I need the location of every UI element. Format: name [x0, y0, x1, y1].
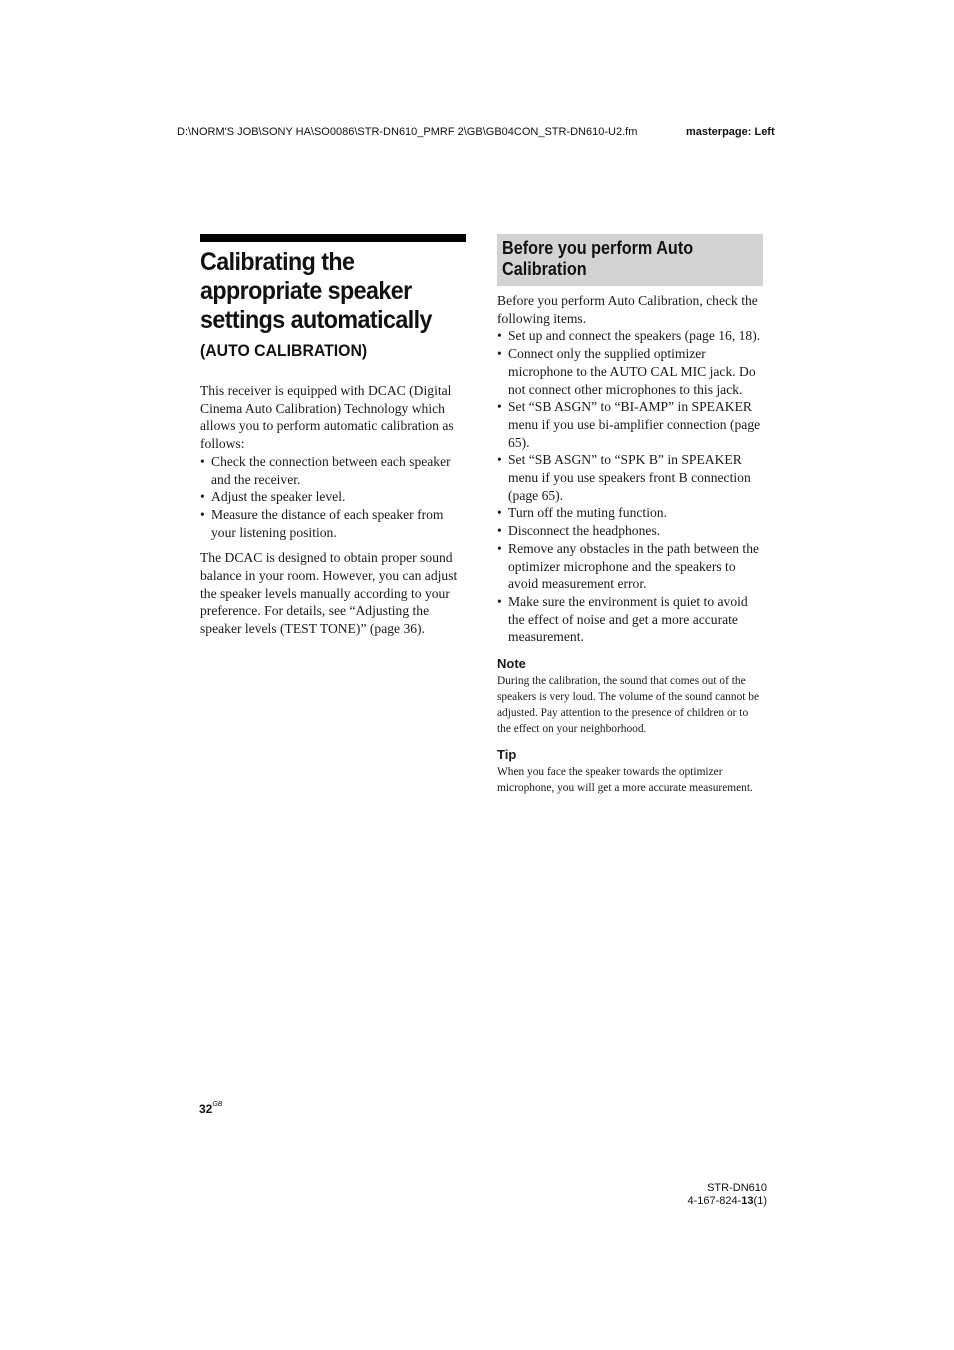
page-number-suffix: GB	[212, 1101, 223, 1108]
model-name: STR-DN610	[707, 1182, 767, 1194]
section-header	[497, 234, 763, 286]
right-column	[497, 234, 763, 796]
list-item: • Make sure the environment is quiet to avoid the effect of noise and get a more accurate measurement.	[497, 593, 763, 646]
title-rule	[200, 234, 466, 242]
intro-paragraph: This receiver is equipped with DCAC (Digital Cinema Auto Calibration) Technology which allows you to perform automatic calibration as follows:	[200, 383, 454, 452]
model-footer	[687, 1182, 767, 1208]
note-text: During the calibration, the sound that comes out of the speakers is very loud. The volume of the sound cannot be adjusted. Pay attention to the presence of children or to the effect on your neighborhood.	[497, 675, 760, 736]
dcac-paragraph: The DCAC is designed to obtain proper sound balance in your room. However, you can adjust the speaker levels manually according to your preference. For details, see “Adjusting the speaker levels (TEST TONE)” (page 36).	[200, 550, 458, 637]
tip-label: Tip	[497, 747, 517, 763]
page-number	[199, 1102, 222, 1116]
list-item: • Turn off the muting function.	[497, 504, 763, 522]
tip-text: When you face the speaker towards the optimizer microphone, you will get a more accurate measurement.	[497, 766, 753, 795]
list-item: • Set up and connect the speakers (page 16, 18).	[497, 327, 763, 345]
list-item: • Adjust the speaker level.	[200, 488, 466, 506]
feature-list	[200, 453, 466, 542]
file-path-header: D:\NORM'S JOB\SONY HA\SO0086\STR-DN610_PMRF 2\GB\GB04CON_STR-DN610-U2.fm	[177, 126, 638, 138]
list-item: • Measure the distance of each speaker from your listening position.	[200, 506, 466, 541]
left-column	[200, 234, 466, 638]
page-number-value: 32	[199, 1102, 213, 1116]
section-title: Before you perform Auto Calibration	[502, 238, 694, 279]
part-code-suffix: (1)	[753, 1195, 767, 1207]
list-item: • Disconnect the headphones.	[497, 522, 763, 540]
list-item: • Check the connection between each speaker and the receiver.	[200, 453, 466, 488]
list-item: • Set “SB ASGN” to “SPK B” in SPEAKER menu if you use speakers front B connection (page 65).	[497, 451, 763, 504]
page-title: Calibrating the appropriate speaker settings automatically	[200, 248, 432, 334]
list-item: • Connect only the supplied optimizer microphone to the AUTO CAL MIC jack. Do not connect other microphones to this jack.	[497, 345, 763, 398]
note-label: Note	[497, 656, 526, 672]
part-code-revision: 13	[741, 1195, 754, 1207]
part-code-prefix: 4-167-824-	[687, 1195, 742, 1207]
list-item: • Remove any obstacles in the path between the optimizer microphone and the speakers to avoid measurement error.	[497, 540, 763, 593]
masterpage-label: masterpage: Left	[686, 126, 775, 138]
checklist-intro: Before you perform Auto Calibration, check the following items.	[497, 293, 758, 326]
checklist	[497, 327, 763, 646]
page-subtitle: (AUTO CALIBRATION)	[200, 341, 368, 360]
part-code	[687, 1195, 767, 1208]
list-item: • Set “SB ASGN” to “BI-AMP” in SPEAKER menu if you use bi-amplifier connection (page 65).	[497, 398, 763, 451]
